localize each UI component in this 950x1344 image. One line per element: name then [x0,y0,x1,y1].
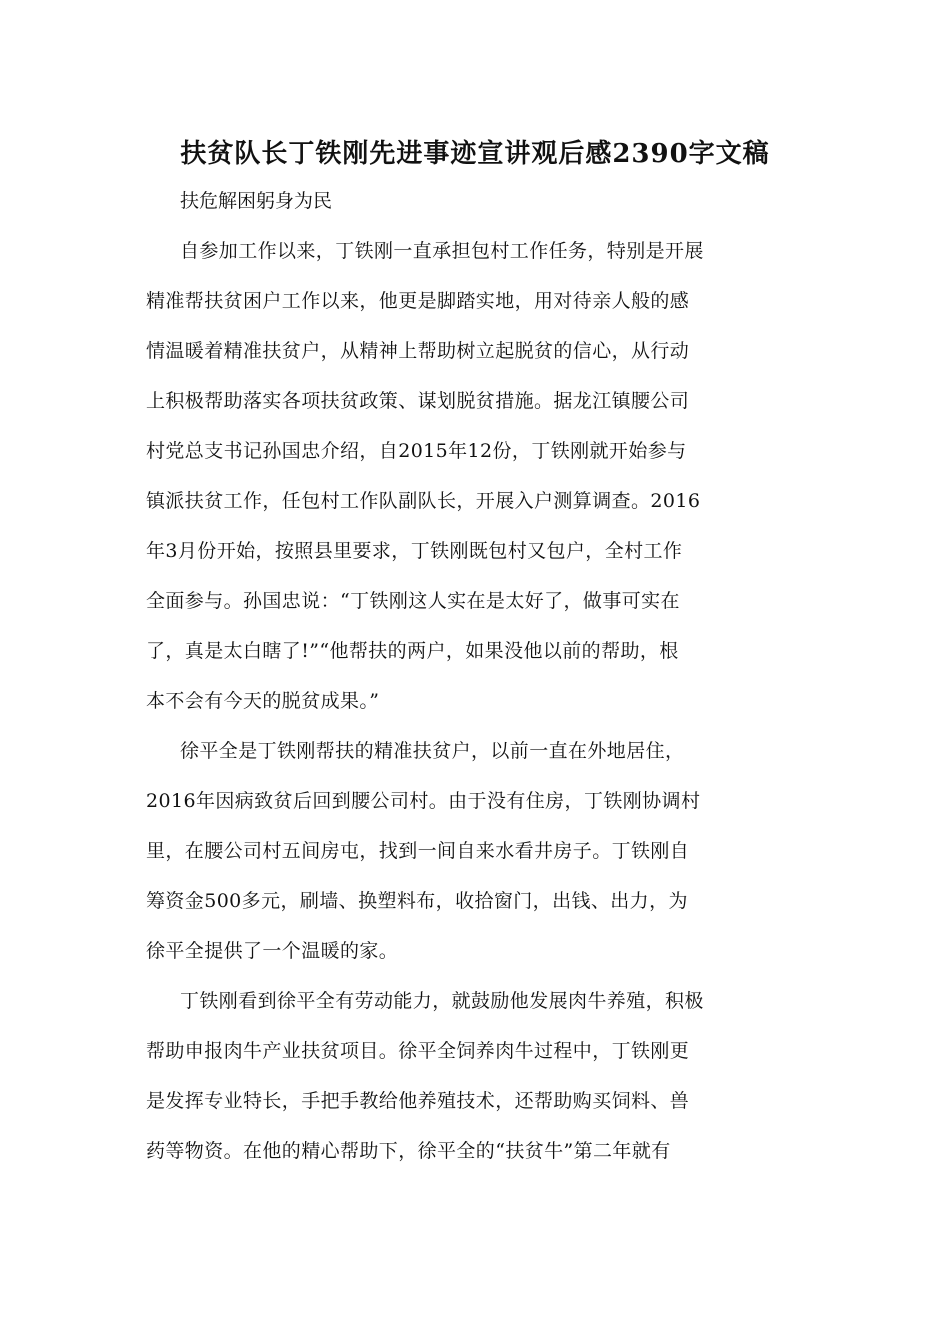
text-line: 帮助申报肉牛产业扶贫项目。徐平全饲养肉牛过程中，丁铁刚更 [146,1040,690,1062]
text-line: 了，真是太白瞎了!”“他帮扶的两户，如果没他以前的帮助，根 [146,640,679,662]
text-line: 上积极帮助落实各项扶贫政策、谋划脱贫措施。据龙江镇腰公司 [146,390,690,412]
text-line: 本不会有今天的脱贫成果。” [146,690,380,712]
document-title: 扶贫队长丁铁刚先进事迹宣讲观后感2390字文稿 [180,139,770,169]
text-line: 全面参与。孙国忠说：“丁铁刚这人实在是太好了，做事可实在 [146,590,680,612]
text-line: 徐平全提供了一个温暖的家。 [146,940,399,962]
text-line: 年3月份开始，按照县里要求，丁铁刚既包村又包户，全村工作 [146,540,683,562]
text-line: 村党总支书记孙国忠介绍，自2015年12份，丁铁刚就开始参与 [146,440,687,462]
text-line: 自参加工作以来，丁铁刚一直承担包村工作任务，特别是开展 [180,240,704,262]
text-line: 精准帮扶贫困户工作以来，他更是脚踏实地，用对待亲人般的感 [146,290,690,312]
text-line: 情温暖着精准扶贫户，从精神上帮助树立起脱贫的信心，从行动 [146,340,690,362]
text-line: 筹资金500多元，刷墙、换塑料布，收拾窗门，出钱、出力，为 [146,890,688,912]
text-line: 是发挥专业特长，手把手教给他养殖技术，还帮助购买饲料、兽 [146,1090,690,1112]
text-line: 徐平全是丁铁刚帮扶的精准扶贫户，以前一直在外地居住， [180,740,685,762]
text-line: 丁铁刚看到徐平全有劳动能力，就鼓励他发展肉牛养殖，积极 [180,990,704,1012]
text-line: 里，在腰公司村五间房屯，找到一间自来水看井房子。丁铁刚自 [146,840,690,862]
section-subtitle: 扶危解困躬身为民 [180,190,333,212]
text-line: 镇派扶贫工作，任包村工作队副队长，开展入户测算调查。2016 [146,490,701,512]
text-line: 2016年因病致贫后回到腰公司村。由于没有住房，丁铁刚协调村 [146,790,701,812]
text-line: 药等物资。在他的精心帮助下，徐平全的“扶贫牛”第二年就有 [146,1140,671,1162]
